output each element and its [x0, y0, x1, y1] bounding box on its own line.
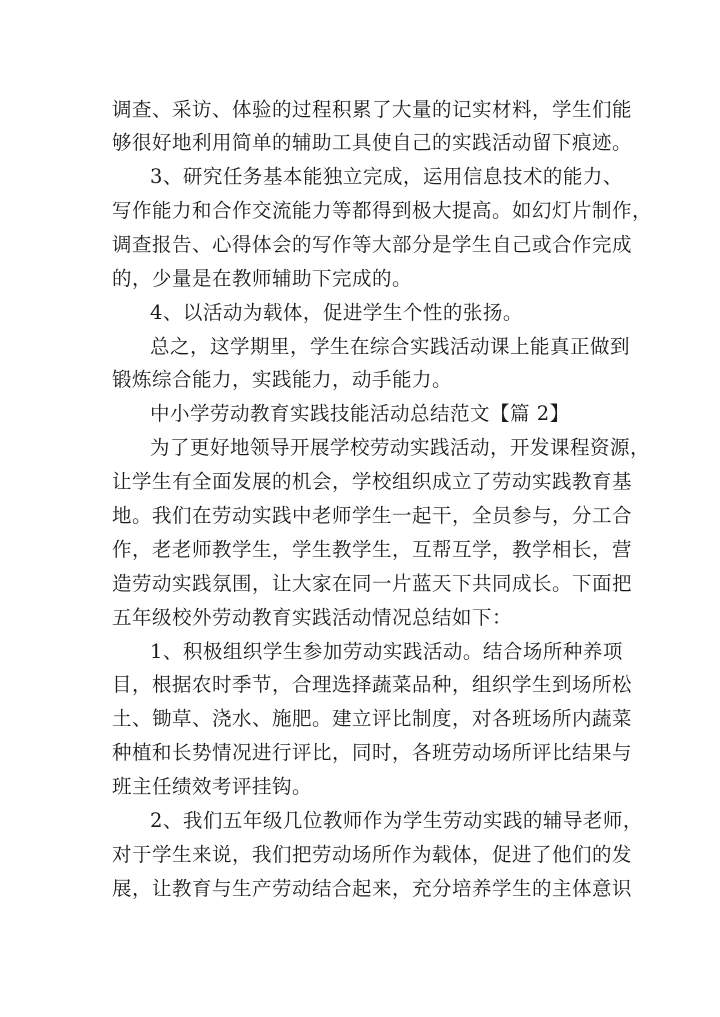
text-line: 总之，这学期里，学生在综合实践活动课上能真正做到 — [150, 335, 631, 358]
text-line: 调查、采访、体验的过程积累了大量的记实材料，学生们能 — [112, 98, 633, 121]
text-line: 展，让教育与生产劳动结合起来，充分培养学生的主体意识 — [112, 877, 633, 900]
text-line: 的，少量是在教师辅助下完成的。 — [112, 267, 413, 290]
section-heading: 中小学劳动教育实践技能活动总结范文【篇 2】 — [150, 402, 570, 425]
text-line: 2、我们五年级几位教师作为学生劳动实践的辅导老师， — [150, 809, 643, 832]
text-line: 土、锄草、浇水、施肥。建立评比制度，对各班场所内蔬菜 — [112, 707, 633, 730]
text-line: 班主任绩效考评挂钩。 — [112, 775, 313, 798]
text-line: 作，老老师教学生，学生教学生，互帮互学，教学相长，营 — [112, 538, 633, 561]
text-line: 1、积极组织学生参加劳动实践活动。结合场所种养项 — [150, 640, 623, 663]
text-line: 五年级校外劳动教育实践活动情况总结如下： — [112, 606, 513, 629]
text-line: 地。我们在劳动实践中老师学生一起干，全员参与，分工合 — [112, 504, 633, 527]
text-line: 够很好地利用简单的辅助工具使自己的实践活动留下痕迹。 — [112, 131, 633, 154]
text-line: 调查报告、心得体会的写作等大部分是学生自己或合作完成 — [112, 233, 633, 256]
text-line: 为了更好地领导开展学校劳动实践活动，开发课程资源， — [150, 436, 651, 459]
text-line: 种植和长势情况进行评比，同时，各班劳动场所评比结果与 — [112, 741, 633, 764]
text-line: 目，根据农时季节，合理选择蔬菜品种，组织学生到场所松 — [112, 673, 633, 696]
text-line: 3、研究任务基本能独立完成，运用信息技术的能力、 — [150, 165, 623, 188]
text-line: 4、以活动为载体，促进学生个性的张扬。 — [150, 301, 523, 324]
text-line: 写作能力和合作交流能力等都得到极大提高。如幻灯片制作， — [112, 199, 653, 222]
text-line: 让学生有全面发展的机会，学校组织成立了劳动实践教育基 — [112, 470, 633, 493]
text-line: 造劳动实践氛围，让大家在同一片蓝天下共同成长。下面把 — [112, 572, 633, 595]
text-line: 对于学生来说，我们把劳动场所作为载体，促进了他们的发 — [112, 843, 633, 866]
text-line: 锻炼综合能力，实践能力，动手能力。 — [112, 368, 453, 391]
